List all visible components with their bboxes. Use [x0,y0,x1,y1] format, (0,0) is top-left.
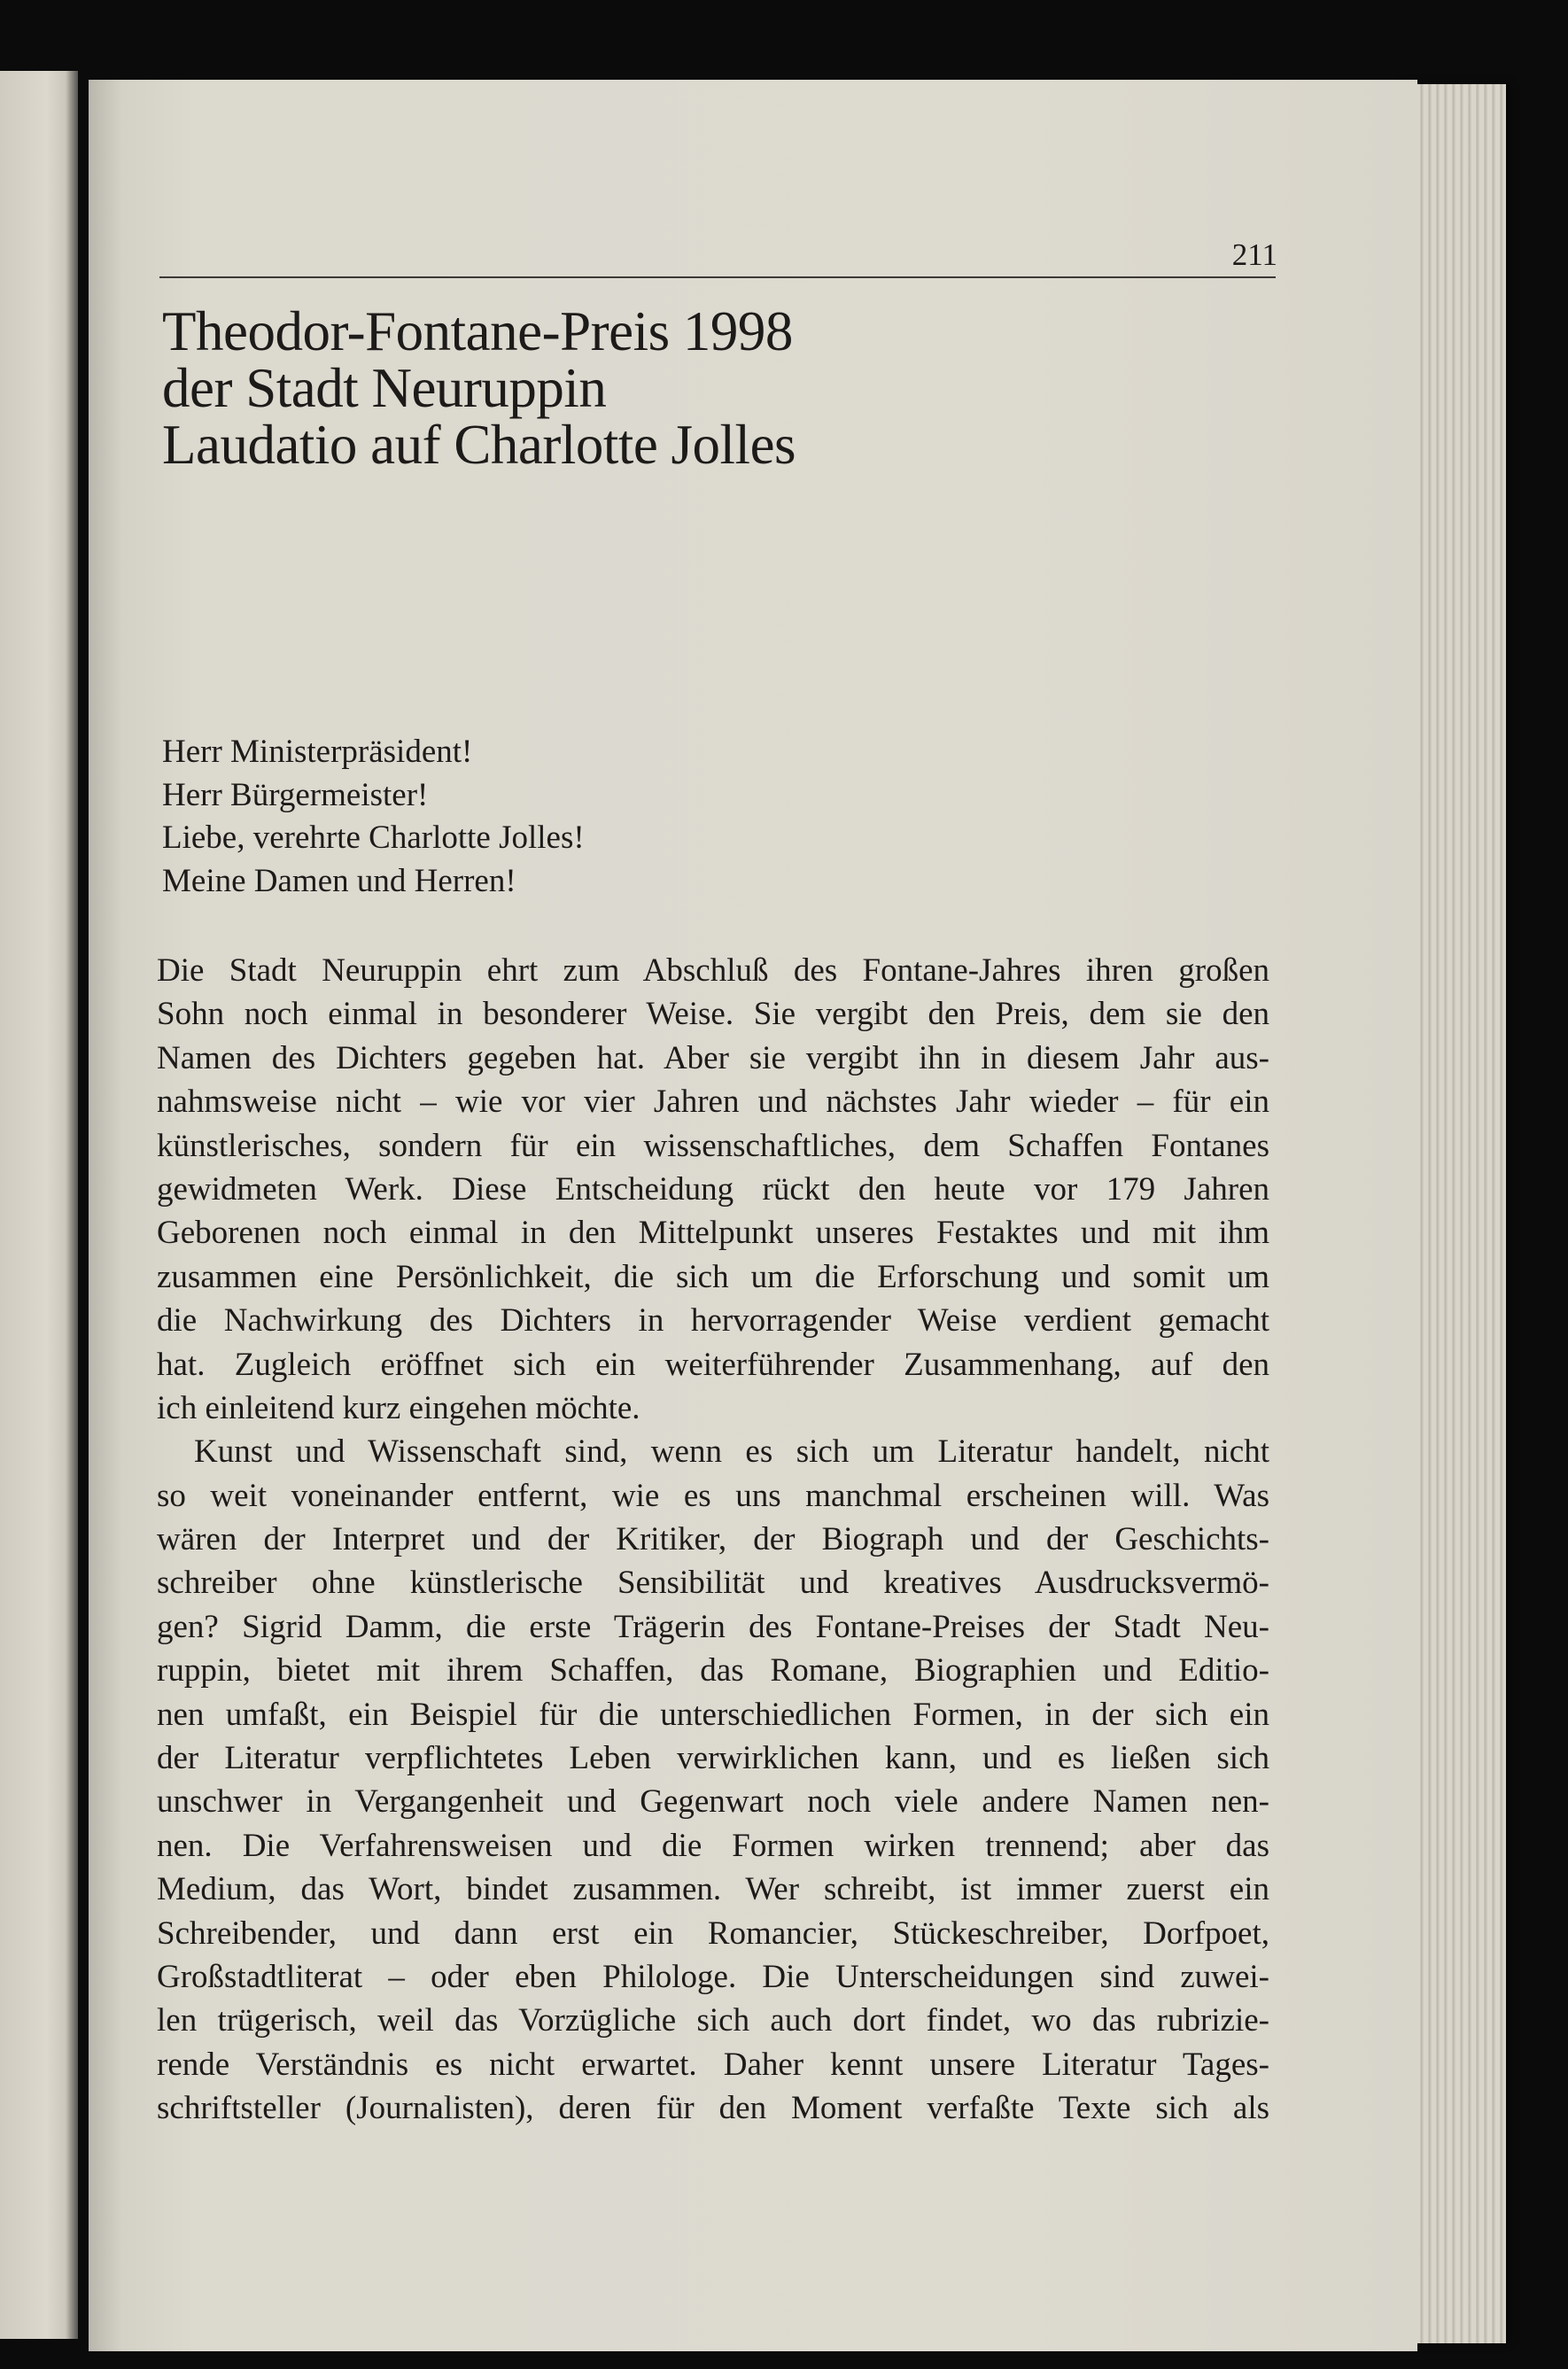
text-line: nen umfaßt, ein Beispiel für die unterschiedlichen Formen, in der sich ein [157,1696,1269,1733]
header-rule [159,276,1276,278]
salutation-line: Herr Ministerpräsident! [162,734,473,770]
text-line: nen. Die Verfahrensweisen und die Formen wirken trennend; aber das [157,1827,1269,1864]
text-line: schriftsteller (Journalisten), deren für den Moment verfaßte Texte sich als [157,2090,1269,2127]
chapter-title [162,300,1225,476]
page-number: 211 [1231,237,1277,272]
text-line: zusammen eine Persönlichkeit, die sich um die Erforschung und somit um [157,1258,1269,1295]
title-line: der Stadt Neuruppin [162,357,607,419]
salutation-line: Liebe, verehrte Charlotte Jolles! [162,819,585,856]
text-line: Medium, das Wort, bindet zusammen. Wer schreibt, ist immer zuerst ein [157,1871,1269,1908]
text-line: Geborenen noch einmal in den Mittelpunkt unseres Festaktes und mit ihm [157,1215,1269,1252]
previous-page-edge [0,71,78,2339]
text-line: nahmsweise nicht – wie vor vier Jahren und nächstes Jahr wieder – für ein [157,1084,1269,1121]
text-line: Großstadtliterat – oder eben Philologe. Die Unterscheidungen sind zuwei- [157,1958,1269,1995]
text-line: hat. Zugleich eröffnet sich ein weiterführender Zusammenhang, auf den [157,1346,1269,1383]
text-line: schreiber ohne künstlerische Sensibilität und kreatives Ausdrucksvermö- [157,1565,1269,1602]
text-line: die Nachwirkung des Dichters in hervorragender Weise verdient gemacht [157,1302,1269,1340]
title-line: Laudatio auf Charlotte Jolles [162,414,796,476]
paragraph-2 [157,1430,1269,2130]
text-line: Die Stadt Neuruppin ehrt zum Abschluß des Fontane-Jahres ihren großen [157,952,1269,989]
salutation [162,731,1278,903]
title-line: Theodor-Fontane-Preis 1998 [162,300,793,362]
paragraph-1 [157,949,1269,1430]
text-line: unschwer in Vergangenheit und Gegenwart noch viele andere Namen nen- [157,1783,1269,1821]
text-line: rende Verständnis es nicht erwartet. Daher kennt unsere Literatur Tages- [157,2046,1269,2083]
text-line: Namen des Dichters gegeben hat. Aber sie vergibt ihn in diesem Jahr aus- [157,1039,1269,1076]
body-text [157,949,1269,2131]
text-line: der Literatur verpflichtetes Leben verwirklichen kann, und es ließen sich [157,1740,1269,1777]
text-line: len trügerisch, weil das Vorzügliche sich auch dort findet, wo das rubrizie- [157,2002,1269,2039]
text-line: so weit voneinander entfernt, wie es uns manchmal erscheinen will. Was [157,1477,1269,1514]
text-line: Sohn noch einmal in besonderer Weise. Sie vergibt den Preis, dem sie den [157,996,1269,1033]
text-line: ruppin, bietet mit ihrem Schaffen, das Romane, Biographien und Editio- [157,1652,1269,1689]
salutation-line: Herr Bürgermeister! [162,776,429,813]
salutation-line: Meine Damen und Herren! [162,862,516,899]
text-line: gewidmeten Werk. Diese Entscheidung rückt den heute vor 179 Jahren [157,1170,1269,1208]
text-line: Kunst und Wissenschaft sind, wenn es sich um Literatur handelt, nicht [194,1433,1269,1471]
text-line: ich einleitend kurz eingehen möchte. [157,1389,640,1426]
book-page [89,80,1417,2351]
text-line: wären der Interpret und der Kritiker, der Biograph und der Geschichts- [157,1521,1269,1558]
text-line: Schreibender, und dann erst ein Romancier, Stückeschreiber, Dorfpoet, [157,1915,1269,1952]
text-line: künstlerisches, sondern für ein wissenschaftliches, dem Schaffen Fontanes [157,1127,1269,1164]
text-line: gen? Sigrid Damm, die erste Trägerin des Fontane-Preises der Stadt Neu- [157,1608,1269,1645]
